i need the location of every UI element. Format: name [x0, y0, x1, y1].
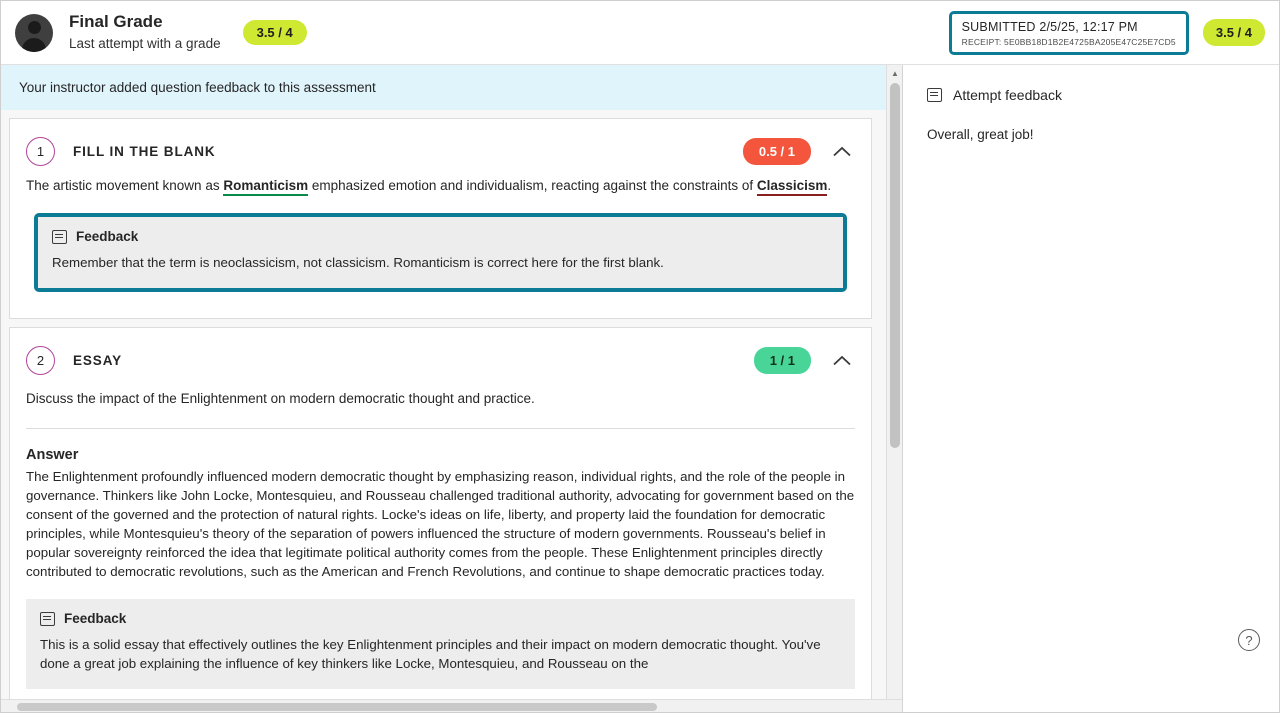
feedback-icon [927, 88, 942, 102]
attempt-feedback-pane [903, 65, 1279, 713]
horizontal-scrollbar-thumb[interactable] [17, 703, 657, 711]
attempt-feedback-header [927, 87, 1255, 103]
instructor-feedback-banner: Your instructor added question feedback to this assessment [1, 65, 886, 110]
question-2-header [10, 328, 871, 385]
feedback-icon [40, 612, 55, 626]
question-2-number: 2 [26, 346, 55, 375]
question-1-feedback-title-row [52, 229, 829, 244]
submitted-timestamp: SUBMITTED 2/5/25, 12:17 PM [961, 19, 1138, 34]
question-2-type: ESSAY [73, 353, 123, 368]
question-1-text-part3: . [827, 178, 832, 193]
help-icon[interactable]: ? [1238, 629, 1260, 651]
feedback-icon [52, 230, 67, 244]
questions-scroll-area [1, 65, 886, 713]
page-title: Final Grade [69, 12, 163, 31]
question-2-score-badge: 1 / 1 [754, 347, 811, 374]
attempt-feedback-text: Overall, great job! [927, 127, 1034, 142]
title-block [69, 12, 221, 53]
horizontal-scrollbar[interactable] [1, 699, 903, 713]
attempt-feedback-label: Attempt feedback [953, 87, 1062, 103]
header-right [949, 11, 1265, 55]
question-1-blank-2: Classicism [757, 178, 828, 196]
avatar [15, 14, 53, 52]
page-body [1, 65, 1279, 713]
question-card-1 [9, 118, 872, 319]
vertical-scrollbar-thumb[interactable] [890, 83, 900, 448]
chevron-up-icon[interactable] [829, 139, 855, 165]
page-header [1, 1, 1279, 65]
scroll-up-arrow-icon[interactable]: ▲ [891, 68, 899, 78]
question-2-answer-heading: Answer [26, 447, 79, 463]
questions-pane [1, 65, 903, 713]
submission-receipt-box [949, 11, 1189, 55]
overall-grade-badge: 3.5 / 4 [243, 20, 307, 45]
question-1-feedback-text: Remember that the term is neoclassicism, not classicism. Romanticism is correct here for the first blank. [52, 255, 664, 270]
question-2-feedback-text: This is a solid essay that effectively outlines the key Enlightenment principles and their impact on modern democratic thought. You've done a great job explaining the influence of key thinkers like Locke, Montesquieu, and Rousseau on the [40, 637, 821, 671]
question-1-feedback [38, 217, 843, 288]
receipt-number: RECEIPT: 5E0BB18D1B2E4725BA205E47C25E7CD5 [961, 36, 1176, 47]
question-1-feedback-label: Feedback [76, 229, 139, 244]
page-subtitle: Last attempt with a grade [69, 36, 221, 51]
question-card-2 [9, 327, 872, 704]
header-grade-badge: 3.5 / 4 [1203, 19, 1265, 46]
question-2-body [10, 385, 871, 703]
question-2-divider [26, 428, 855, 429]
question-1-blank-1: Romanticism [223, 178, 308, 196]
question-1-body [10, 176, 871, 318]
question-1-text [26, 176, 855, 195]
question-1-score-badge: 0.5 / 1 [743, 138, 811, 165]
question-1-type: FILL IN THE BLANK [73, 144, 216, 159]
question-2-prompt: Discuss the impact of the Enlightenment on modern democratic thought and practice. [26, 391, 535, 406]
question-2-feedback-label: Feedback [64, 611, 127, 626]
question-1-text-part2: emphasized emotion and individualism, reacting against the constraints of [308, 178, 757, 193]
vertical-scrollbar[interactable] [886, 65, 902, 713]
question-1-number: 1 [26, 137, 55, 166]
question-2-answer-text: The Enlightenment profoundly influenced modern democratic thought by emphasizing reason, individual rights, and the role of the people in governance. Thinkers like John Locke, Montesquieu, and Rousseau challenged traditional authority, advocating for government based on the consent of the governed and the protection of natural rights. Locke's ideas on life, liberty, and property laid the foundation for democratic principles, while Montesquieu's theory of the separation of powers influenced the structure of modern governments. Rousseau's belief in popular sovereignty reinforced the idea that legitimate political authority comes from the people. These Enlightenment principles directly contributed to democratic revolutions, such as the American and French Revolutions, and continue to shape democratic practices today. [26, 469, 855, 579]
question-2-feedback-title-row [40, 611, 841, 626]
question-1-feedback-highlight [34, 213, 847, 292]
question-2-feedback [26, 599, 855, 689]
chevron-up-icon[interactable] [829, 348, 855, 374]
question-1-text-part1: The artistic movement known as [26, 178, 224, 193]
question-1-header [10, 119, 871, 176]
